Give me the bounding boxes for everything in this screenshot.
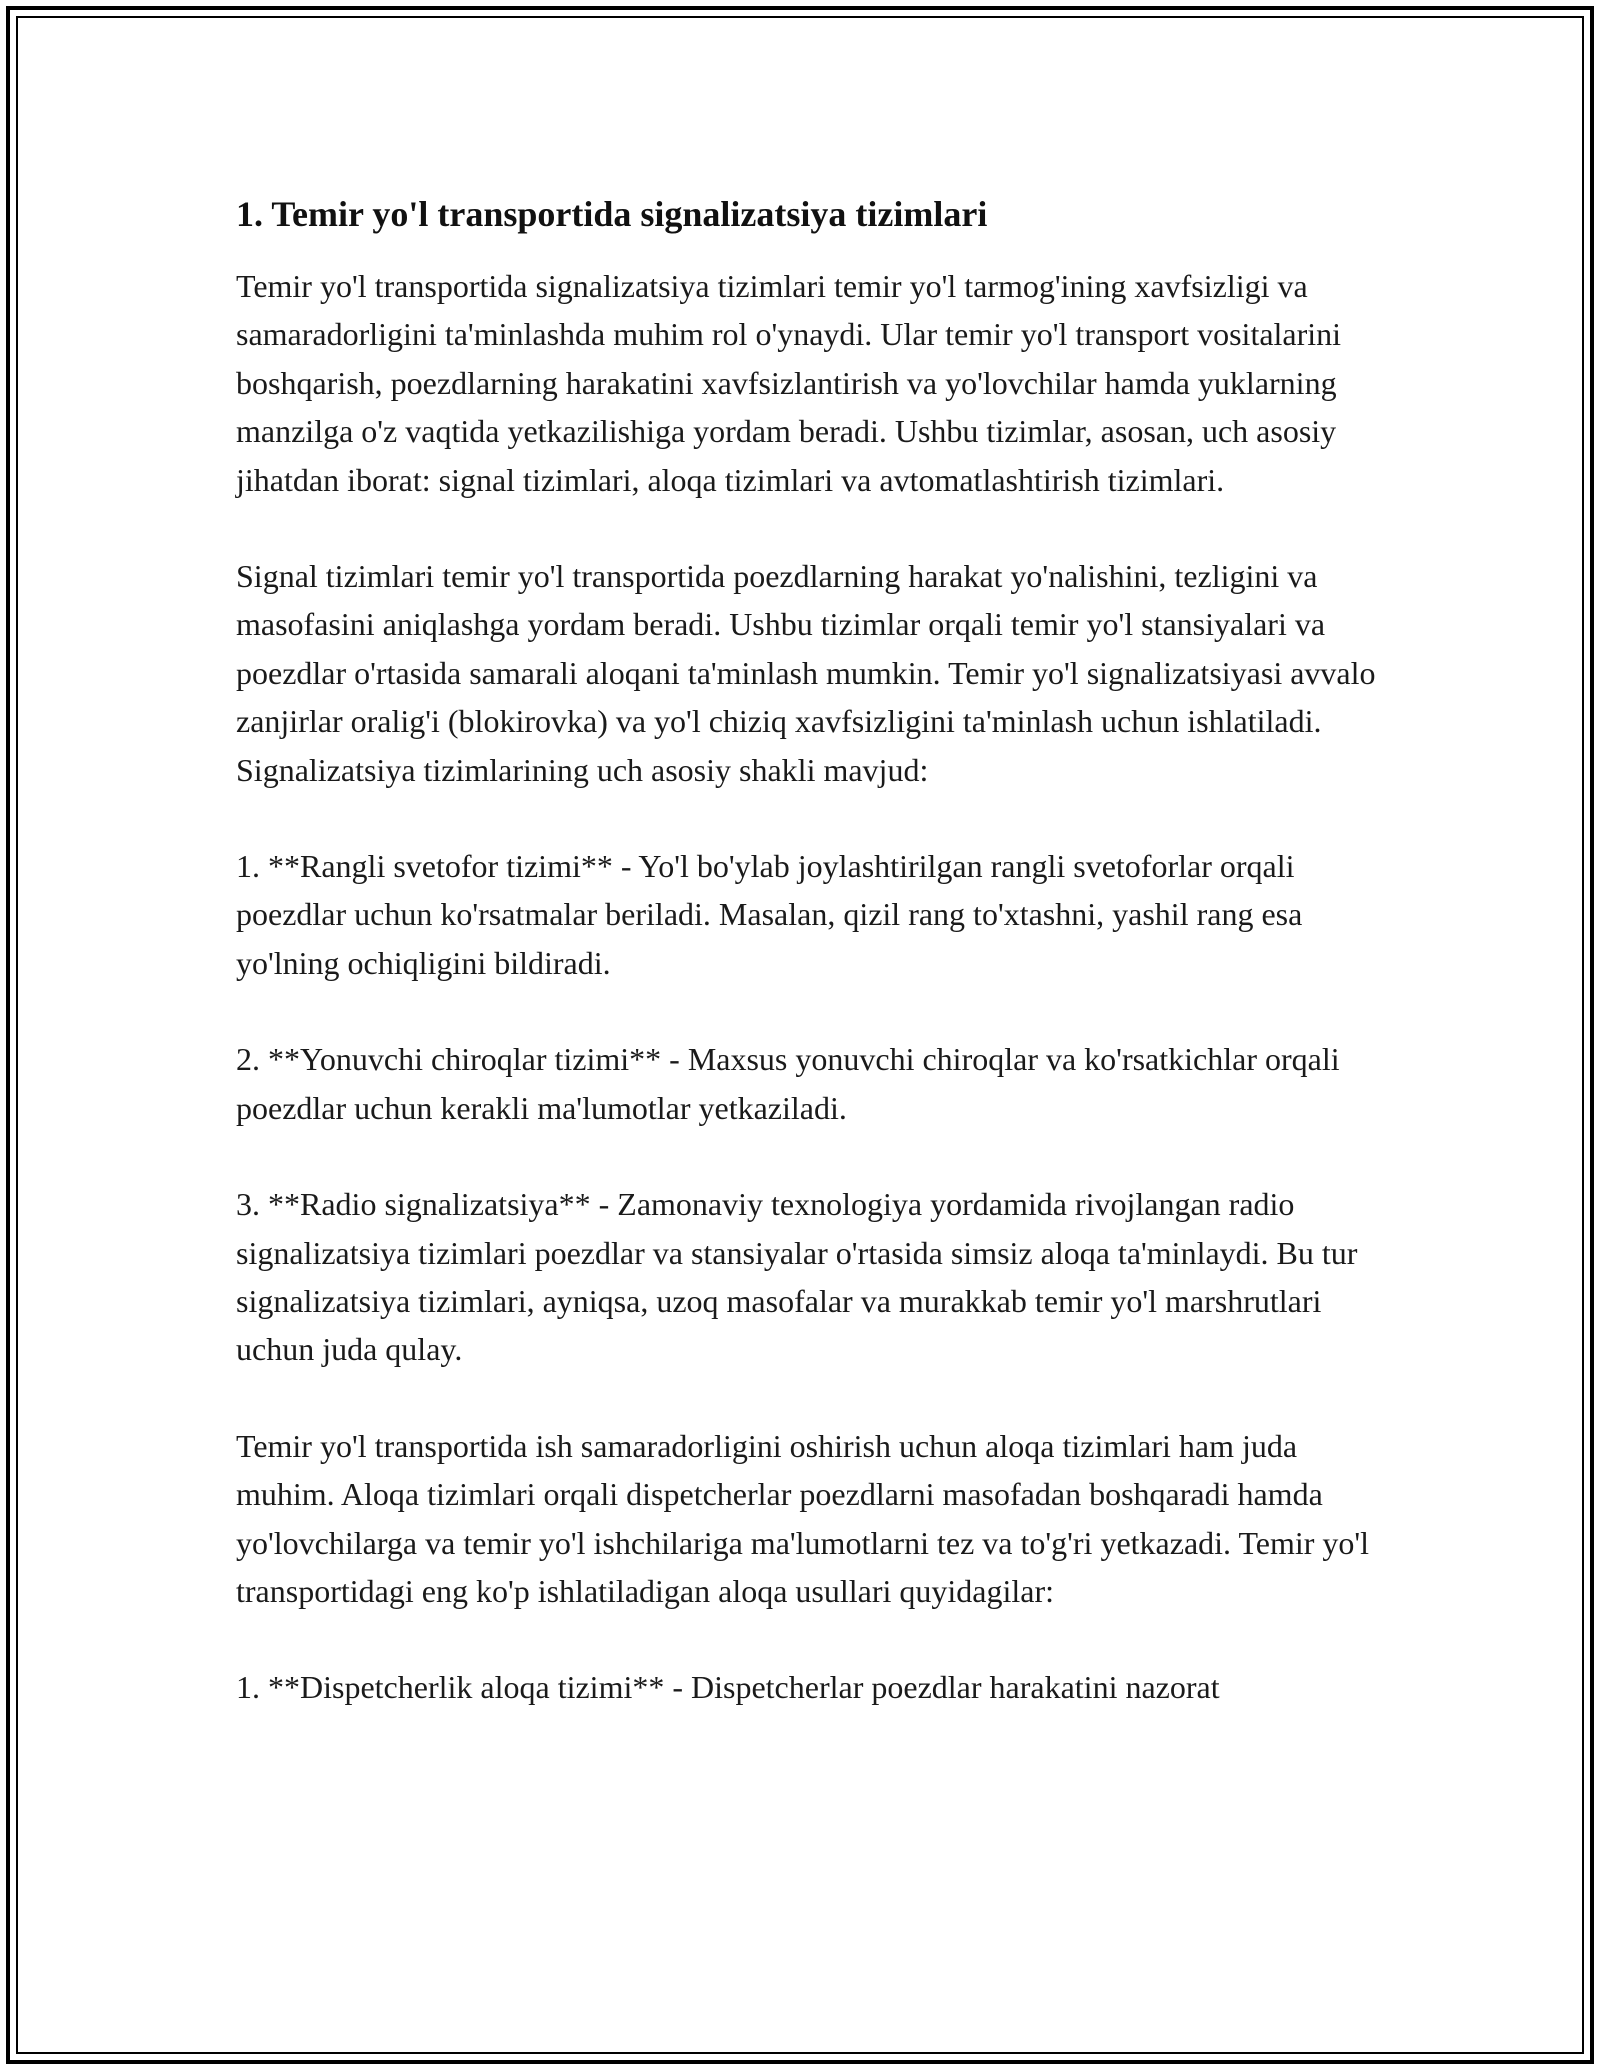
paragraph-intro: Temir yo'l transportida signalizatsiya tizimlari temir yo'l tarmog'ining xavfsizligi va samaradorligini ta'minlashda muhim rol o'ynaydi. Ular temir yo'l transport vositalarini boshqarish, poezdlarning harakatini xavfsizlantirish va yo'lovchilar hamda yuklarning manzilga o'z vaqtida yetkazilishiga yordam beradi. Ushbu tizimlar, asosan, uch asosiy jihatdan iborat: signal tizimlari, aloqa tizimlari va avtomatlashtirish tizimlari.	[236, 268, 1342, 498]
list-item-lights: 2. **Yonuvchi chiroqlar tizimi** - Maxsus yonuvchi chiroqlar va ko'rsatkichlar orqali poezdlar uchun kerakli ma'lumotlar yetkaziladi.	[236, 1041, 1340, 1126]
paragraph-communication-systems: Temir yo'l transportida ish samaradorligini oshirish uchun aloqa tizimlari ham juda muhim. Aloqa tizimlari orqali dispetcherlar poezdlarni masofadan boshqaradi hamda yo'lovchilarga va temir yo'l ishchilariga ma'lumotlarni tez va to'g'ri yetkazadi. Temir yo'l transportidagi eng ko'p ishlatiladigan aloqa usullari quyidagilar:	[236, 1427, 1370, 1609]
list-item-radio-signal: 3. **Radio signalizatsiya** - Zamonaviy texnologiya yordamida rivojlangan radio signalizatsiya tizimlari poezdlar va stansiyalar o'rtasida simsiz aloqa ta'minlaydi. Bu tur signalizatsiya tizimlari, ayniqsa, uzoq masofalar va murakkab temir yo'l marshrutlari uchun juda qulay.	[236, 1186, 1358, 1368]
document-body	[236, 186, 1376, 1712]
list-item-dispatch: 1. **Dispetcherlik aloqa tizimi** - Dispetcherlar poezdlar harakatini nazorat	[236, 1669, 1220, 1706]
document-title: 1. Temir yo'l transportida signalizatsiya tizimlari	[236, 194, 988, 234]
list-item-colored-signal: 1. **Rangli svetofor tizimi** - Yo'l bo'ylab joylashtirilgan rangli svetoforlar orqali poezdlar uchun ko'rsatmalar beriladi. Masalan, qizil rang to'xtashni, yashil rang esa yo'lning ochiqligini bildiradi.	[236, 848, 1303, 981]
paragraph-signal-systems: Signal tizimlari temir yo'l transportida poezdlarning harakat yo'nalishini, tezligini va masofasini aniqlashga yordam beradi. Ushbu tizimlar orqali temir yo'l stansiyalari va poezdlar o'rtasida samarali aloqani ta'minlash mumkin. Temir yo'l signalizatsiyasi avvalo zanjirlar oralig'i (blokirovka) va yo'l chiziq xavfsizligini ta'minlash uchun ishlatiladi. Signalizatsiya tizimlarining uch asosiy shakli mavjud:	[236, 558, 1376, 788]
